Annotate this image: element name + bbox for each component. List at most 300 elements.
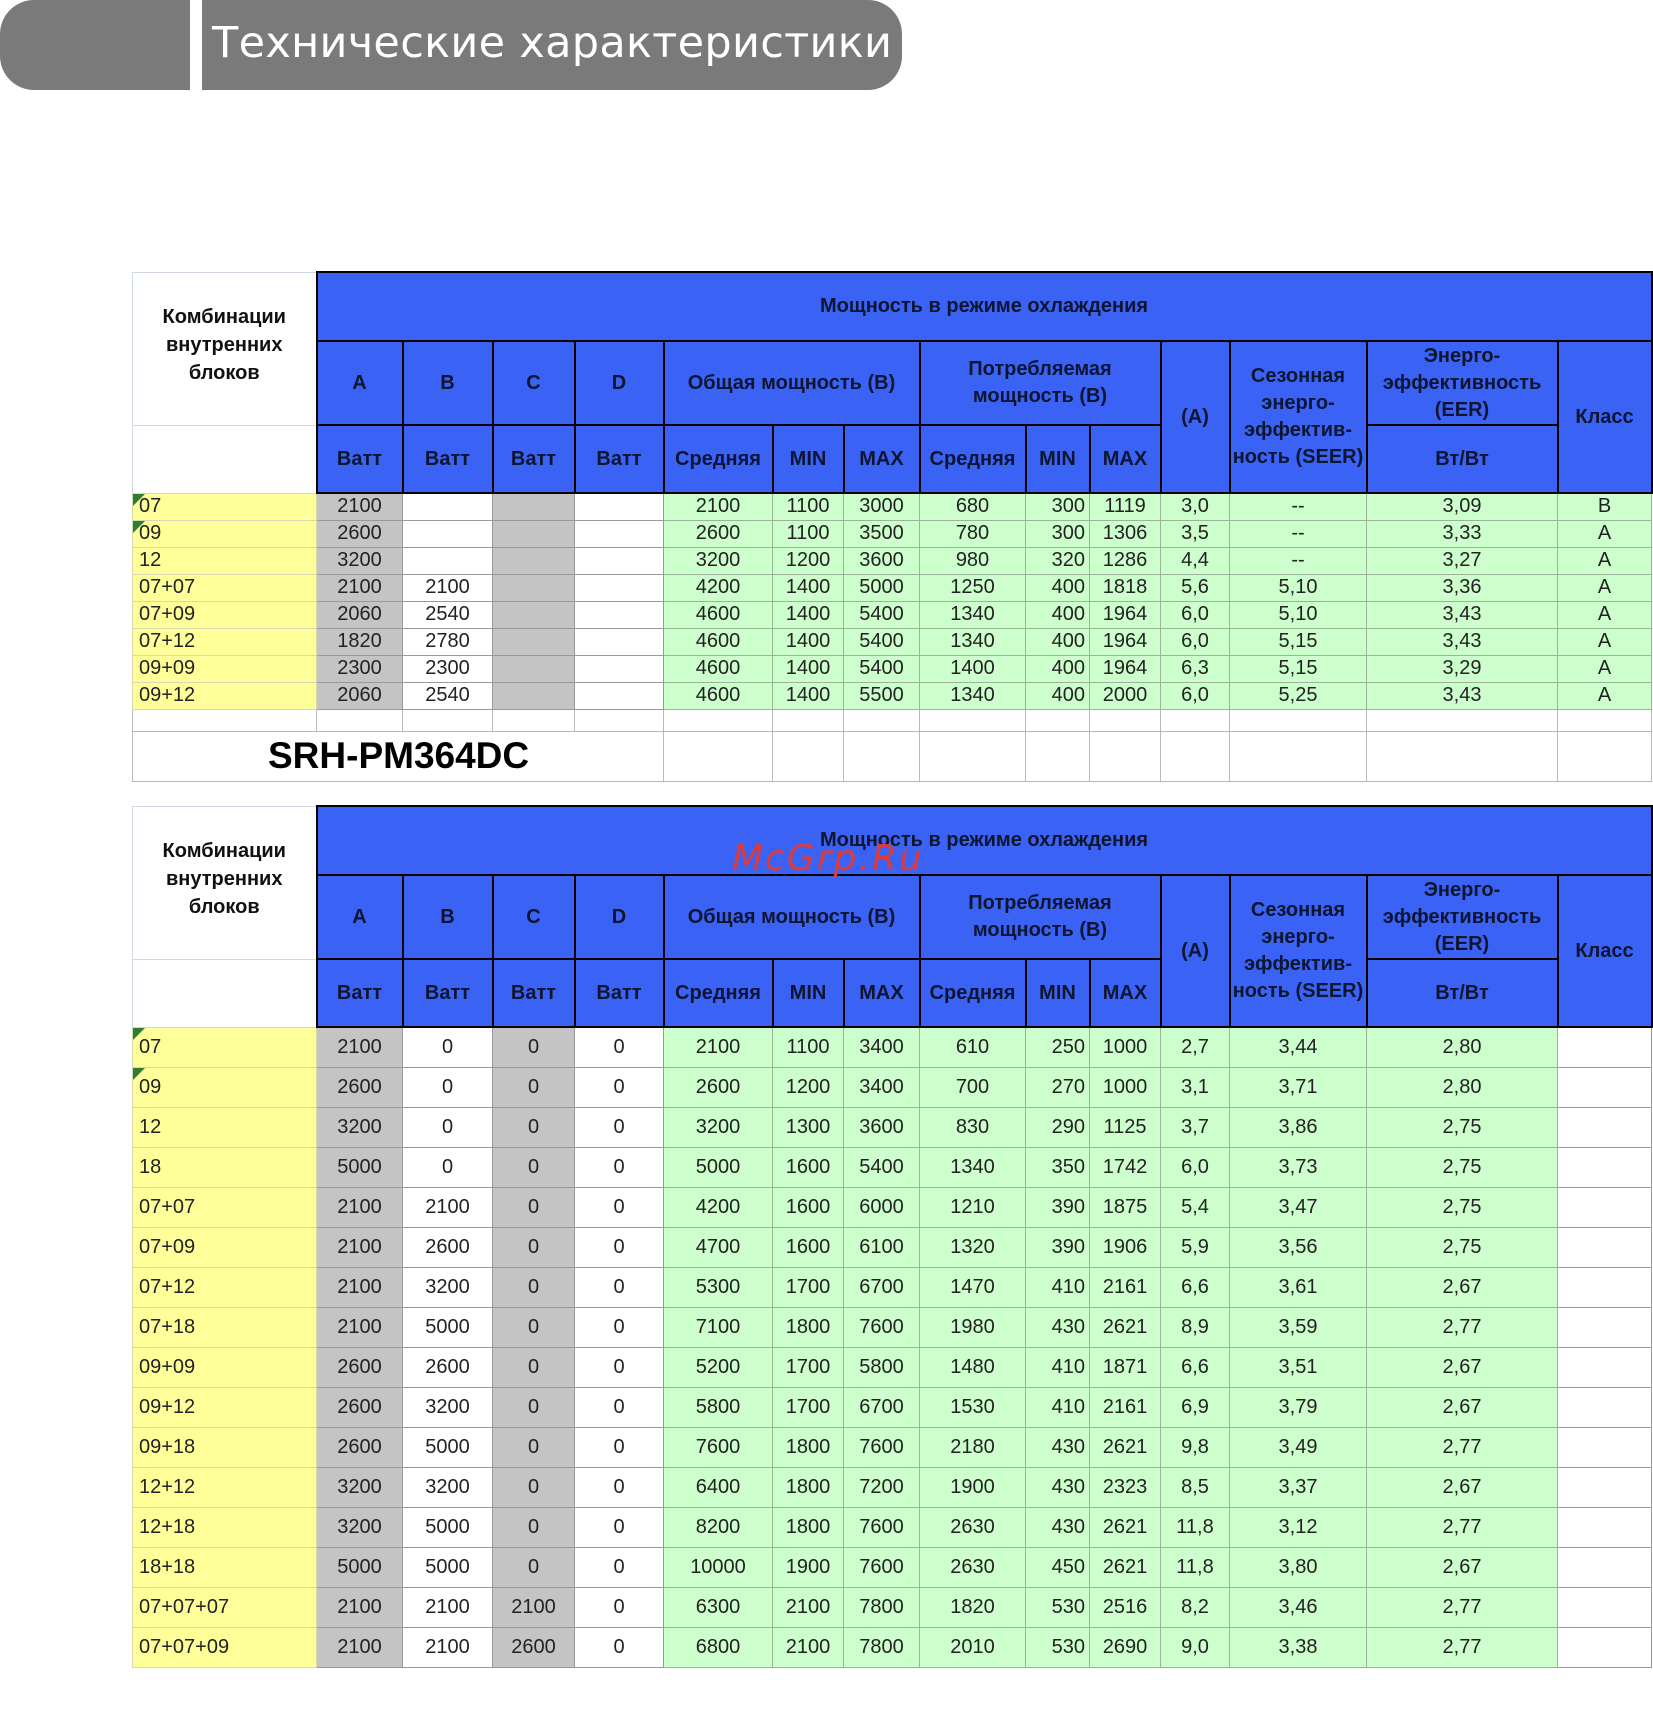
cell-avg: 7600 (664, 1427, 773, 1467)
cell-seer: 3,51 (1230, 1347, 1367, 1387)
table-row (133, 628, 1652, 655)
cell-combo: 07+12 (133, 1267, 317, 1307)
table-row (133, 1547, 1652, 1587)
cell-combo: 07+07+07 (133, 1587, 317, 1627)
table-row (133, 1147, 1652, 1187)
table-row (133, 547, 1652, 574)
cell-b: 2600 (403, 1347, 493, 1387)
unit-watt: Ватт (403, 959, 493, 1027)
cell-a: 1820 (317, 628, 403, 655)
cell-pavg: 2630 (920, 1507, 1026, 1547)
cell-b: 2100 (403, 1587, 493, 1627)
table-row (133, 1347, 1652, 1387)
cell-min: 1800 (773, 1307, 844, 1347)
cell-combo: 12 (133, 547, 317, 574)
cell-eer: 3,27 (1367, 547, 1558, 574)
cell-pavg: 1530 (920, 1387, 1026, 1427)
cell-seer: 3,71 (1230, 1067, 1367, 1107)
col-b-header: B (403, 341, 493, 425)
min-header: MIN (773, 959, 844, 1027)
cell-pmin: 410 (1026, 1387, 1090, 1427)
cell-seer: 3,59 (1230, 1307, 1367, 1347)
cell-a: 3200 (317, 1507, 403, 1547)
cell-max: 6700 (844, 1267, 920, 1307)
cell-klass: A (1558, 682, 1652, 709)
cell-min: 1400 (773, 628, 844, 655)
cell-min: 1400 (773, 655, 844, 682)
cell-seer: 5,15 (1230, 655, 1367, 682)
cell-combo: 12+18 (133, 1507, 317, 1547)
cell-pmin: 390 (1026, 1227, 1090, 1267)
cell-min: 1100 (773, 520, 844, 547)
cell-a: 2100 (317, 1027, 403, 1067)
max-header: MAX (1090, 425, 1161, 493)
cell-klass: A (1558, 574, 1652, 601)
cell-c (493, 574, 575, 601)
col-a-header: A (317, 875, 403, 959)
consumed-power-header: Потребляемая мощность (В) (920, 875, 1161, 959)
cell-b: 3200 (403, 1467, 493, 1507)
cell-amps: 6,0 (1161, 1147, 1230, 1187)
combo-header: Комбинации внутренних блоков (133, 272, 317, 425)
cell-avg: 4700 (664, 1227, 773, 1267)
cell-avg: 4600 (664, 628, 773, 655)
cell-eer: 2,77 (1367, 1587, 1558, 1627)
cell-seer: 3,56 (1230, 1227, 1367, 1267)
eer-unit: Вт/Вт (1367, 425, 1558, 493)
cell-b: 3200 (403, 1387, 493, 1427)
cell-eer: 2,77 (1367, 1507, 1558, 1547)
avg-header: Средняя (920, 425, 1026, 493)
cell-c (493, 493, 575, 520)
cell-a: 2600 (317, 1347, 403, 1387)
cell-max: 3000 (844, 493, 920, 520)
avg-header: Средняя (664, 959, 773, 1027)
cell-pavg: 1980 (920, 1307, 1026, 1347)
cell-pavg: 1470 (920, 1267, 1026, 1307)
cell-pavg: 1210 (920, 1187, 1026, 1227)
cell-min: 1700 (773, 1387, 844, 1427)
cell-min: 1100 (773, 493, 844, 520)
cell-combo: 09 (133, 1067, 317, 1107)
cell-klass (1558, 1587, 1652, 1627)
cell-combo: 07+09 (133, 601, 317, 628)
cell-pmax: 2516 (1090, 1587, 1161, 1627)
cell-max: 5400 (844, 628, 920, 655)
col-d-header: D (575, 875, 664, 959)
consumed-power-header: Потребляемая мощность (В) (920, 341, 1161, 425)
cell-avg: 4200 (664, 574, 773, 601)
cell-d: 0 (575, 1467, 664, 1507)
cell-max: 7600 (844, 1307, 920, 1347)
cell-eer: 3,33 (1367, 520, 1558, 547)
cell-d: 0 (575, 1307, 664, 1347)
cell-combo: 07+07 (133, 574, 317, 601)
class-header: Класс (1558, 875, 1652, 1027)
cell-pmax: 1818 (1090, 574, 1161, 601)
cell-amps: 3,5 (1161, 520, 1230, 547)
cell-min: 1600 (773, 1147, 844, 1187)
cell-pmin: 430 (1026, 1467, 1090, 1507)
cell-pmin: 430 (1026, 1507, 1090, 1547)
cell-combo: 09+09 (133, 1347, 317, 1387)
cell-max: 3600 (844, 1107, 920, 1147)
cell-klass (1558, 1267, 1652, 1307)
cell-max: 7600 (844, 1507, 920, 1547)
cell-pmin: 390 (1026, 1187, 1090, 1227)
cell-pavg: 1320 (920, 1227, 1026, 1267)
cell-avg: 5300 (664, 1267, 773, 1307)
cell-combo: 18+18 (133, 1547, 317, 1587)
cell-amps: 6,6 (1161, 1347, 1230, 1387)
table-row (133, 574, 1652, 601)
cell-c: 0 (493, 1067, 575, 1107)
cell-pmin: 400 (1026, 601, 1090, 628)
cell-max: 3400 (844, 1027, 920, 1067)
class-header: Класс (1558, 341, 1652, 493)
cell-seer: -- (1230, 493, 1367, 520)
cell-pmax: 1286 (1090, 547, 1161, 574)
cell-b (403, 547, 493, 574)
cooling-header: Мощность в режиме охлаждения (317, 272, 1652, 341)
table-row (133, 1027, 1652, 1067)
cell-b: 0 (403, 1027, 493, 1067)
cell-c: 0 (493, 1387, 575, 1427)
cell-a: 2100 (317, 1187, 403, 1227)
cell-a: 2100 (317, 1227, 403, 1267)
header-tab-left (0, 0, 190, 90)
cell-eer: 3,09 (1367, 493, 1558, 520)
table-row (133, 520, 1652, 547)
cell-seer: -- (1230, 520, 1367, 547)
cell-max: 3400 (844, 1067, 920, 1107)
cell-a: 2600 (317, 1067, 403, 1107)
cell-klass: A (1558, 520, 1652, 547)
spec-table-2 (132, 805, 1653, 1668)
cell-eer: 2,75 (1367, 1107, 1558, 1147)
cell-amps: 6,3 (1161, 655, 1230, 682)
cell-amps: 6,6 (1161, 1267, 1230, 1307)
cell-pavg: 830 (920, 1107, 1026, 1147)
cell-pmax: 2161 (1090, 1387, 1161, 1427)
cell-amps: 8,9 (1161, 1307, 1230, 1347)
cell-eer: 2,77 (1367, 1307, 1558, 1347)
cell-pmin: 300 (1026, 520, 1090, 547)
cell-avg: 2600 (664, 520, 773, 547)
cell-b: 5000 (403, 1547, 493, 1587)
cell-pmin: 400 (1026, 628, 1090, 655)
cell-max: 5400 (844, 601, 920, 628)
cell-c: 0 (493, 1147, 575, 1187)
cell-combo: 07 (133, 1027, 317, 1067)
table-row (133, 1067, 1652, 1107)
cell-pavg: 2630 (920, 1547, 1026, 1587)
cell-pmin: 290 (1026, 1107, 1090, 1147)
cell-d: 0 (575, 1387, 664, 1427)
cell-klass (1558, 1067, 1652, 1107)
cell-pavg: 1340 (920, 682, 1026, 709)
cell-max: 7600 (844, 1427, 920, 1467)
table-row (133, 1507, 1652, 1547)
cell-avg: 5000 (664, 1147, 773, 1187)
cell-amps: 9,8 (1161, 1427, 1230, 1467)
cell-c: 0 (493, 1107, 575, 1147)
cell-max: 6700 (844, 1387, 920, 1427)
col-c-header: C (493, 875, 575, 959)
eer-header: Энерго-эффективность (EER) (1367, 875, 1558, 959)
cell-pmax: 2621 (1090, 1547, 1161, 1587)
cell-min: 2100 (773, 1627, 844, 1667)
cell-d: 0 (575, 1027, 664, 1067)
cell-b (403, 493, 493, 520)
cell-amps: 5,4 (1161, 1187, 1230, 1227)
cell-d: 0 (575, 1347, 664, 1387)
cell-c (493, 655, 575, 682)
total-power-header: Общая мощность (В) (664, 875, 920, 959)
cooling-header: Мощность в режиме охлаждения (317, 806, 1652, 875)
cell-pavg: 610 (920, 1027, 1026, 1067)
cell-avg: 3200 (664, 547, 773, 574)
cell-seer: 3,46 (1230, 1587, 1367, 1627)
table-row (133, 1387, 1652, 1427)
cell-d: 0 (575, 1067, 664, 1107)
table-row (133, 1227, 1652, 1267)
cell-pavg: 1340 (920, 1147, 1026, 1187)
cell-a: 2100 (317, 574, 403, 601)
cell-d: 0 (575, 1227, 664, 1267)
cell-min: 1600 (773, 1227, 844, 1267)
cell-d (575, 520, 664, 547)
cell-max: 7600 (844, 1547, 920, 1587)
cell-pmin: 530 (1026, 1587, 1090, 1627)
avg-header: Средняя (664, 425, 773, 493)
cell-min: 1800 (773, 1467, 844, 1507)
cell-combo: 07+18 (133, 1307, 317, 1347)
cell-pavg: 1900 (920, 1467, 1026, 1507)
cell-c: 0 (493, 1347, 575, 1387)
cell-b: 0 (403, 1067, 493, 1107)
cell-min: 1200 (773, 547, 844, 574)
cell-amps: 2,7 (1161, 1027, 1230, 1067)
table-row (133, 1427, 1652, 1467)
cell-eer: 3,43 (1367, 601, 1558, 628)
cell-pavg: 1400 (920, 655, 1026, 682)
col-b-header: B (403, 875, 493, 959)
cell-seer: 3,38 (1230, 1627, 1367, 1667)
cell-avg: 8200 (664, 1507, 773, 1547)
cell-eer: 2,80 (1367, 1067, 1558, 1107)
table-row (133, 1187, 1652, 1227)
cell-avg: 4600 (664, 655, 773, 682)
cell-klass: A (1558, 655, 1652, 682)
cell-a: 5000 (317, 1147, 403, 1187)
cell-a: 2100 (317, 1267, 403, 1307)
cell-max: 3500 (844, 520, 920, 547)
cell-pavg: 680 (920, 493, 1026, 520)
table-row (133, 1587, 1652, 1627)
cell-klass (1558, 1347, 1652, 1387)
cell-max: 5500 (844, 682, 920, 709)
cell-amps: 11,8 (1161, 1547, 1230, 1587)
cell-pmax: 1000 (1090, 1067, 1161, 1107)
cell-c: 0 (493, 1467, 575, 1507)
cell-pmin: 450 (1026, 1547, 1090, 1587)
cell-avg: 4200 (664, 1187, 773, 1227)
min-header: MIN (1026, 959, 1090, 1027)
cell-pmin: 400 (1026, 682, 1090, 709)
watermark: McGrp.Ru (732, 838, 924, 879)
cell-b: 2100 (403, 1187, 493, 1227)
cell-avg: 2600 (664, 1067, 773, 1107)
cell-combo: 12 (133, 1107, 317, 1147)
cell-max: 5400 (844, 1147, 920, 1187)
cell-min: 1800 (773, 1507, 844, 1547)
cell-combo: 07+07+09 (133, 1627, 317, 1667)
cell-amps: 11,8 (1161, 1507, 1230, 1547)
cell-b: 3200 (403, 1267, 493, 1307)
cell-d (575, 574, 664, 601)
total-power-header: Общая мощность (В) (664, 341, 920, 425)
cell-amps: 5,6 (1161, 574, 1230, 601)
cell-amps: 4,4 (1161, 547, 1230, 574)
cell-combo: 09+12 (133, 682, 317, 709)
cell-pavg: 1480 (920, 1347, 1026, 1387)
max-header: MAX (1090, 959, 1161, 1027)
cell-b: 5000 (403, 1427, 493, 1467)
cell-max: 7800 (844, 1587, 920, 1627)
unit-watt: Ватт (317, 959, 403, 1027)
cell-d: 0 (575, 1187, 664, 1227)
cell-b: 2780 (403, 628, 493, 655)
cell-min: 1100 (773, 1027, 844, 1067)
cell-b (403, 520, 493, 547)
cell-combo: 07+09 (133, 1227, 317, 1267)
cell-seer: 3,12 (1230, 1507, 1367, 1547)
max-header: MAX (844, 959, 920, 1027)
cell-amps: 3,7 (1161, 1107, 1230, 1147)
cell-c: 0 (493, 1547, 575, 1587)
cell-pmax: 1306 (1090, 520, 1161, 547)
cell-max: 7200 (844, 1467, 920, 1507)
cell-klass (1558, 1027, 1652, 1067)
table-row (133, 655, 1652, 682)
cell-min: 1400 (773, 574, 844, 601)
cell-eer: 2,67 (1367, 1387, 1558, 1427)
cell-c: 0 (493, 1187, 575, 1227)
cell-max: 5800 (844, 1347, 920, 1387)
cell-max: 7800 (844, 1627, 920, 1667)
cell-c: 0 (493, 1267, 575, 1307)
cell-c: 2100 (493, 1587, 575, 1627)
cell-seer: 5,15 (1230, 628, 1367, 655)
table-row (133, 1467, 1652, 1507)
cell-b: 0 (403, 1147, 493, 1187)
cell-a: 2100 (317, 1307, 403, 1347)
cell-b: 2540 (403, 682, 493, 709)
cell-klass (1558, 1107, 1652, 1147)
cell-d: 0 (575, 1587, 664, 1627)
cell-min: 1700 (773, 1267, 844, 1307)
amps-header: (A) (1161, 341, 1230, 493)
cell-pavg: 1340 (920, 601, 1026, 628)
cell-pavg: 1340 (920, 628, 1026, 655)
cell-combo: 18 (133, 1147, 317, 1187)
cell-max: 6000 (844, 1187, 920, 1227)
cell-avg: 4600 (664, 682, 773, 709)
cell-d (575, 655, 664, 682)
cell-eer: 3,43 (1367, 682, 1558, 709)
unit-watt: Ватт (575, 959, 664, 1027)
cell-eer: 2,67 (1367, 1467, 1558, 1507)
cell-eer: 2,75 (1367, 1147, 1558, 1187)
cell-c: 0 (493, 1307, 575, 1347)
cell-klass: A (1558, 628, 1652, 655)
cell-c (493, 682, 575, 709)
cell-seer: 3,44 (1230, 1027, 1367, 1067)
eer-unit: Вт/Вт (1367, 959, 1558, 1027)
cell-klass (1558, 1227, 1652, 1267)
cell-pavg: 980 (920, 547, 1026, 574)
cell-klass (1558, 1307, 1652, 1347)
cell-pmin: 320 (1026, 547, 1090, 574)
cell-c: 2600 (493, 1627, 575, 1667)
cell-amps: 8,5 (1161, 1467, 1230, 1507)
cell-min: 1300 (773, 1107, 844, 1147)
cell-pmax: 1964 (1090, 628, 1161, 655)
cell-b: 2540 (403, 601, 493, 628)
cell-seer: 3,37 (1230, 1467, 1367, 1507)
cell-pmin: 300 (1026, 493, 1090, 520)
cell-klass (1558, 1187, 1652, 1227)
cell-klass: B (1558, 493, 1652, 520)
cell-min: 1400 (773, 682, 844, 709)
cell-b: 5000 (403, 1307, 493, 1347)
cell-amps: 9,0 (1161, 1627, 1230, 1667)
cell-c (493, 601, 575, 628)
cell-klass (1558, 1627, 1652, 1667)
cell-pmin: 430 (1026, 1427, 1090, 1467)
cell-pmin: 530 (1026, 1627, 1090, 1667)
cell-c: 0 (493, 1507, 575, 1547)
cell-pavg: 1250 (920, 574, 1026, 601)
cell-a: 2060 (317, 601, 403, 628)
cell-min: 1900 (773, 1547, 844, 1587)
col-d-header: D (575, 341, 664, 425)
cell-combo: 07+12 (133, 628, 317, 655)
cell-a: 2100 (317, 1587, 403, 1627)
cell-seer: -- (1230, 547, 1367, 574)
cell-max: 6100 (844, 1227, 920, 1267)
min-header: MIN (1026, 425, 1090, 493)
cell-seer: 5,25 (1230, 682, 1367, 709)
cell-d: 0 (575, 1107, 664, 1147)
cell-eer: 2,67 (1367, 1347, 1558, 1387)
unit-watt: Ватт (575, 425, 664, 493)
cell-klass (1558, 1507, 1652, 1547)
seer-header: Сезонная энерго-эффектив-ность (SEER) (1230, 341, 1367, 493)
cell-pmax: 2690 (1090, 1627, 1161, 1667)
cell-max: 5000 (844, 574, 920, 601)
cell-amps: 3,1 (1161, 1067, 1230, 1107)
cell-klass: A (1558, 547, 1652, 574)
cell-seer: 3,86 (1230, 1107, 1367, 1147)
combo-header: Комбинации внутренних блоков (133, 806, 317, 959)
cell-c: 0 (493, 1427, 575, 1467)
cell-pmin: 400 (1026, 574, 1090, 601)
cell-d (575, 493, 664, 520)
cell-pmax: 1871 (1090, 1347, 1161, 1387)
cell-pmax: 2161 (1090, 1267, 1161, 1307)
